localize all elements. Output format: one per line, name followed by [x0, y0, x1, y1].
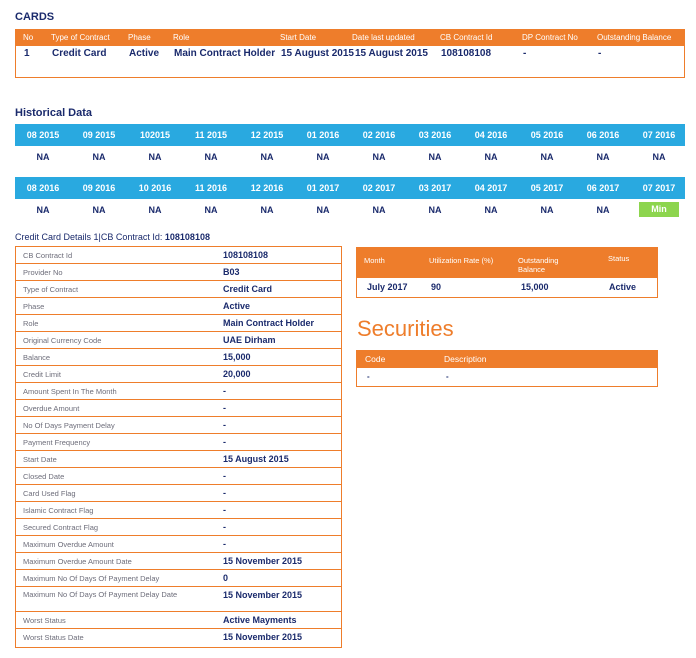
detail-label: Secured Contract Flag	[23, 523, 99, 532]
month-value: NA	[652, 152, 666, 162]
month-value: NA	[36, 205, 50, 215]
month-value: NA	[484, 205, 498, 215]
detail-label: Original Currency Code	[23, 336, 102, 345]
column-header: Outstanding Balance	[518, 256, 559, 274]
month-value: NA	[596, 152, 610, 162]
historical-values-row-1	[15, 146, 685, 168]
month-header: 02 2016	[362, 130, 396, 140]
detail-row	[16, 366, 341, 383]
status-badge: Min	[639, 202, 679, 217]
table-row[interactable]	[356, 278, 658, 298]
detail-row	[16, 383, 341, 400]
month-value: NA	[260, 205, 274, 215]
month-value: NA	[428, 152, 442, 162]
historical-section-title: Historical Data	[15, 107, 93, 119]
historical-values-row-2	[15, 199, 685, 221]
card-dp-contract-no: -	[523, 48, 527, 59]
detail-label: Payment Frequency	[23, 438, 91, 447]
month-value: NA	[372, 205, 386, 215]
details-title-id: 108108108	[164, 232, 210, 242]
detail-value: Main Contract Holder	[223, 318, 315, 328]
detail-value: 15 November 2015	[223, 590, 303, 600]
cards-table-header	[15, 29, 685, 46]
detail-row	[16, 417, 341, 434]
detail-value: 20,000	[223, 369, 251, 379]
month-header: 08 2016	[26, 183, 60, 193]
detail-row	[16, 587, 341, 612]
detail-value: -	[223, 539, 226, 549]
detail-value: 15,000	[223, 352, 251, 362]
month-value: NA	[540, 205, 554, 215]
detail-label: Maximum No Of Days Of Payment Delay Date	[23, 590, 178, 599]
month-header: 01 2016	[306, 130, 340, 140]
column-header: No	[23, 33, 34, 42]
month-value: NA	[540, 152, 554, 162]
card-phase: Active	[129, 48, 160, 59]
card-outstanding-balance: -	[598, 48, 602, 59]
util-outstanding-balance: 15,000	[521, 282, 549, 292]
column-header: Start Date	[280, 33, 317, 42]
column-header: Utilization Rate (%)	[429, 256, 494, 265]
month-value: NA	[92, 205, 106, 215]
detail-value: -	[223, 403, 226, 413]
detail-label: No Of Days Payment Delay	[23, 421, 115, 430]
month-header: 04 2016	[474, 130, 508, 140]
column-header: Date last updated	[352, 33, 415, 42]
detail-row	[16, 519, 341, 536]
detail-row	[16, 570, 341, 587]
detail-label: Overdue Amount	[23, 404, 80, 413]
month-header: 04 2017	[474, 183, 508, 193]
detail-label: Maximum No Of Days Of Payment Delay	[23, 574, 160, 583]
month-header: 06 2016	[586, 130, 620, 140]
column-header: Status	[608, 254, 630, 263]
month-value: NA	[428, 205, 442, 215]
table-row[interactable]	[15, 46, 685, 78]
column-header: Month	[364, 256, 385, 265]
detail-row	[16, 281, 341, 298]
detail-row	[16, 553, 341, 570]
detail-row	[16, 247, 341, 264]
column-header: Description	[444, 354, 487, 364]
month-header: 12 2016	[250, 183, 284, 193]
month-value: NA	[484, 152, 498, 162]
card-role: Main Contract Holder	[174, 48, 276, 59]
detail-row	[16, 536, 341, 553]
detail-value: -	[223, 437, 226, 447]
month-header: 11 2016	[194, 183, 228, 193]
column-header: Type of Contract	[51, 33, 110, 42]
detail-row	[16, 451, 341, 468]
month-header: 06 2017	[586, 183, 620, 193]
month-header: 05 2017	[530, 183, 564, 193]
detail-value: 108108108	[223, 250, 269, 260]
detail-label: Worst Status	[23, 616, 66, 625]
security-code: -	[367, 372, 370, 381]
column-header: DP Contract No	[522, 33, 578, 42]
detail-label: Worst Status Date	[23, 633, 84, 642]
month-header: 09 2015	[82, 130, 116, 140]
historical-months-row-1	[15, 124, 685, 146]
detail-row	[16, 485, 341, 502]
month-value: NA	[148, 205, 162, 215]
detail-label: Maximum Overdue Amount Date	[23, 557, 132, 566]
month-value: NA	[316, 205, 330, 215]
month-value: NA	[204, 152, 218, 162]
card-type: Credit Card	[52, 48, 107, 59]
month-header: 03 2017	[418, 183, 452, 193]
detail-row	[16, 434, 341, 451]
month-header: 02 2017	[362, 183, 396, 193]
detail-label: Balance	[23, 353, 51, 362]
month-value: NA	[596, 205, 610, 215]
detail-value: -	[223, 505, 226, 515]
detail-value: -	[223, 522, 226, 532]
detail-row	[16, 502, 341, 519]
column-header: Code	[365, 354, 386, 364]
month-value: NA	[260, 152, 274, 162]
detail-row	[16, 629, 341, 647]
cards-section-title: CARDS	[15, 11, 55, 23]
detail-label: Start Date	[23, 455, 57, 464]
detail-row	[16, 298, 341, 315]
detail-value: -	[223, 488, 226, 498]
detail-value: 0	[223, 573, 229, 583]
details-title	[15, 232, 210, 242]
util-status: Active	[609, 282, 637, 292]
detail-row	[16, 612, 341, 629]
month-header: 05 2016	[530, 130, 564, 140]
detail-row	[16, 264, 341, 281]
month-value: NA	[92, 152, 106, 162]
security-description: -	[446, 372, 449, 381]
card-last-updated: 15 August 2015	[355, 48, 428, 59]
historical-months-row-2	[15, 177, 685, 199]
month-header: 03 2016	[418, 130, 452, 140]
month-header: 10 2016	[138, 183, 172, 193]
column-header: Phase	[128, 33, 151, 42]
column-header: Role	[173, 33, 190, 42]
detail-value: Credit Card	[223, 284, 273, 294]
detail-value: Active Mayments	[223, 615, 297, 625]
detail-value: 15 August 2015	[223, 454, 289, 464]
detail-row	[16, 468, 341, 485]
detail-label: Credit Limit	[23, 370, 61, 379]
detail-value: Active	[223, 301, 251, 311]
util-rate: 90	[431, 282, 442, 292]
month-value: NA	[316, 152, 330, 162]
detail-row	[16, 349, 341, 366]
column-header: Outstanding Balance	[597, 33, 672, 42]
month-header: 01 2017	[306, 183, 340, 193]
month-header: 11 2015	[194, 130, 228, 140]
securities-table-header	[356, 350, 658, 368]
detail-label: Type of Contract	[23, 285, 79, 294]
detail-row	[16, 400, 341, 417]
util-month: July 2017	[367, 282, 408, 292]
detail-label: Maximum Overdue Amount	[23, 540, 114, 549]
detail-value: UAE Dirham	[223, 335, 276, 345]
card-start-date: 15 August 2015	[281, 48, 354, 59]
month-value: NA	[148, 152, 162, 162]
month-header: 102015	[139, 130, 171, 140]
column-header: CB Contract Id	[440, 33, 493, 42]
detail-value: -	[223, 386, 226, 396]
month-value: NA	[36, 152, 50, 162]
table-row[interactable]	[356, 368, 658, 387]
detail-row	[16, 315, 341, 332]
month-header: 09 2016	[82, 183, 116, 193]
details-title-prefix: Credit Card Details 1|CB Contract Id:	[15, 232, 165, 242]
detail-label: CB Contract Id	[23, 251, 73, 260]
detail-label: Provider No	[23, 268, 63, 277]
detail-row	[16, 332, 341, 349]
card-cb-contract-id: 108108108	[441, 48, 492, 59]
detail-value: -	[223, 471, 226, 481]
detail-value: 15 November 2015	[223, 632, 303, 642]
detail-label: Card Used Flag	[23, 489, 76, 498]
detail-label: Closed Date	[23, 472, 65, 481]
detail-value: B03	[223, 267, 240, 277]
detail-label: Amount Spent In The Month	[23, 387, 117, 396]
securities-title: Securities	[357, 316, 454, 341]
month-value: NA	[372, 152, 386, 162]
detail-value: -	[223, 420, 226, 430]
detail-label: Phase	[23, 302, 45, 311]
detail-value: 15 November 2015	[223, 556, 303, 566]
month-header: 08 2015	[26, 130, 60, 140]
card-no: 1	[24, 48, 30, 59]
month-value: NA	[204, 205, 218, 215]
detail-label: Role	[23, 319, 39, 328]
details-table	[15, 246, 342, 648]
month-header: 12 2015	[250, 130, 284, 140]
month-header: 07 2016	[642, 130, 676, 140]
utilization-table-header	[356, 247, 658, 278]
month-header: 07 2017	[642, 183, 676, 193]
detail-label: Islamic Contract Flag	[23, 506, 94, 515]
